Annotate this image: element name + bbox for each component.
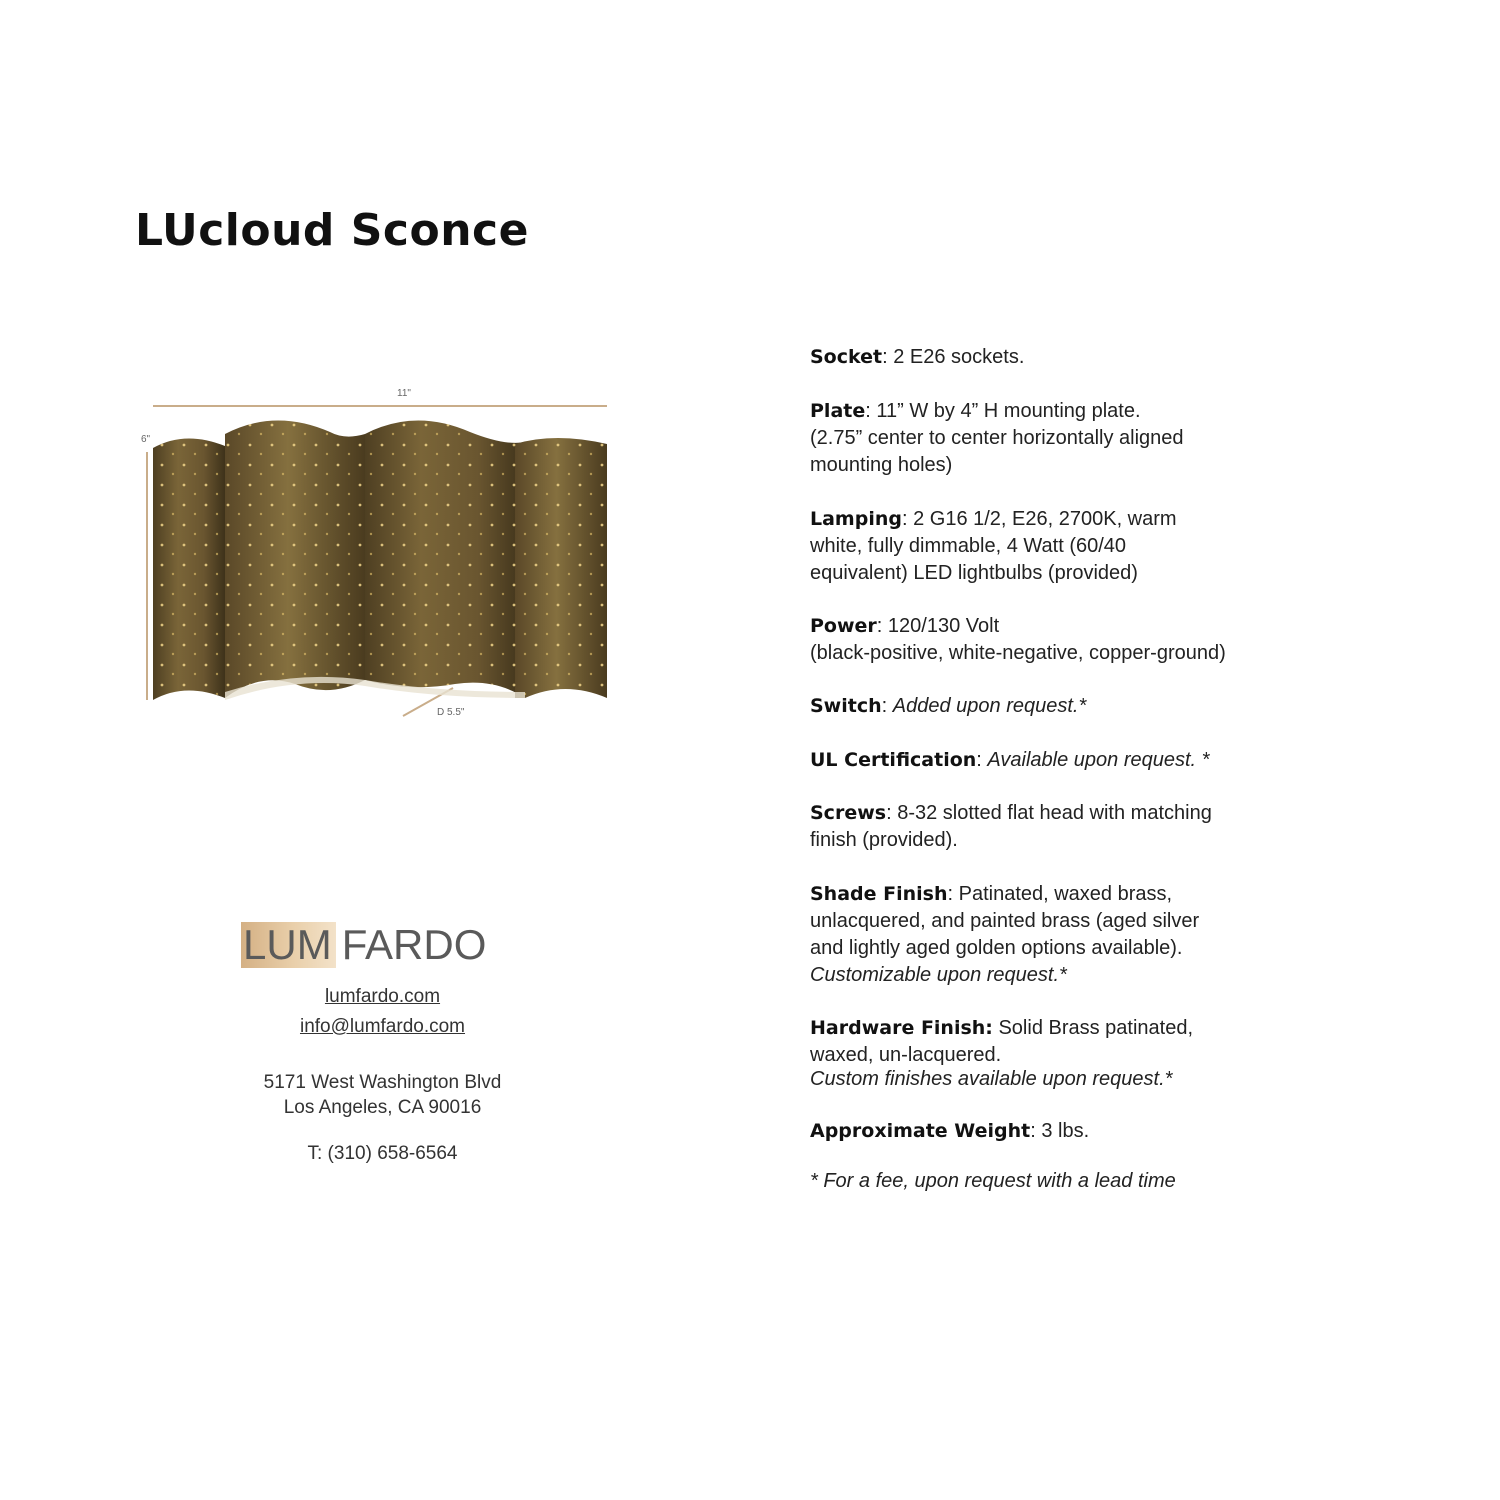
logo-fardo: FARDO	[341, 921, 487, 968]
product-image	[135, 380, 615, 720]
email-link[interactable]	[230, 1016, 535, 1038]
spec-lamping-line2: white, fully dimmable, 4 Watt (60/40	[810, 535, 1127, 557]
spec-hardware-finish	[810, 1015, 1270, 1093]
spec-socket-label: Socket	[810, 346, 883, 368]
height-dimension-label: 6"	[141, 434, 151, 445]
spec-power-value: : 120/130 Volt	[876, 615, 1000, 637]
spec-ul-label: UL Certification	[810, 749, 977, 771]
spec-shade-line4: Customizable upon request.*	[810, 964, 1067, 986]
spec-plate-line2: (2.75” center to center horizontally aligned	[810, 427, 1184, 449]
spec-hardware-label: Hardware Finish:	[810, 1017, 993, 1039]
spec-switch-label: Switch	[810, 695, 882, 717]
spec-screws-line2: finish (provided).	[810, 829, 958, 851]
spec-ul-sep: :	[976, 749, 988, 771]
width-dimension-label: 11"	[397, 388, 411, 399]
spec-lamping-label: Lamping	[810, 508, 902, 530]
spec-ul-value: Available upon request. *	[987, 749, 1210, 771]
spec-shade-finish	[810, 881, 1270, 989]
spec-shade-line2: unlacquered, and painted brass (aged silver	[810, 910, 1200, 932]
spec-ul-certification	[810, 747, 1270, 774]
spec-shade-value: : Patinated, waxed brass,	[947, 883, 1173, 905]
phone-number: T: (310) 658-6564	[307, 1143, 458, 1164]
spec-hardware-line3: Custom finishes available upon request.*	[810, 1068, 1173, 1090]
spec-socket-value: : 2 E26 sockets.	[882, 346, 1025, 368]
spec-shade-line3: and lightly aged golden options available).	[810, 937, 1183, 959]
depth-dimension-label: D 5.5"	[437, 707, 465, 718]
spec-screws	[810, 800, 1270, 854]
spec-lamping-value: : 2 G16 1/2, E26, 2700K, warm	[901, 508, 1177, 530]
spec-screws-value: : 8-32 slotted flat head with matching	[886, 802, 1212, 824]
spec-screws-label: Screws	[810, 802, 887, 824]
perforations	[153, 420, 607, 700]
spec-socket	[810, 344, 1270, 371]
address-line-1: 5171 West Washington Blvd	[263, 1072, 502, 1093]
page-title: LUcloud Sconce	[135, 205, 529, 256]
spec-plate-line3: mounting holes)	[810, 454, 953, 476]
lumfardo-logo	[241, 922, 486, 968]
footnote: * For a fee, upon request with a lead time	[810, 1170, 1176, 1192]
spec-weight-value: : 3 lbs.	[1030, 1120, 1090, 1142]
spec-hardware-value: Solid Brass patinated,	[992, 1017, 1194, 1039]
spec-weight	[810, 1118, 1270, 1145]
spec-lamping-line3: equivalent) LED lightbulbs (provided)	[810, 562, 1138, 584]
spec-plate-label: Plate	[810, 400, 866, 422]
spec-plate-value: : 11” W by 4” H mounting plate.	[865, 400, 1141, 422]
email-link-text[interactable]: info@lumfardo.com	[299, 1016, 466, 1037]
spec-lamping	[810, 506, 1270, 587]
spec-switch	[810, 693, 1270, 720]
spec-hardware-line2: waxed, un-lacquered.	[810, 1044, 1002, 1066]
sconce-illustration	[135, 380, 615, 720]
address-line-2: Los Angeles, CA 90016	[283, 1097, 482, 1118]
spec-switch-value: Added upon request.*	[892, 695, 1087, 717]
spec-power-line2: (black-positive, white-negative, copper-ground)	[810, 642, 1226, 664]
spec-weight-label: Approximate Weight	[810, 1120, 1031, 1142]
spec-power	[810, 613, 1270, 667]
spec-shade-label: Shade Finish	[810, 883, 948, 905]
spec-switch-sep: :	[881, 695, 893, 717]
spec-plate	[810, 398, 1270, 479]
website-link[interactable]	[230, 986, 535, 1008]
spec-power-label: Power	[810, 615, 877, 637]
logo-lum: LUM	[241, 922, 336, 968]
website-link-text[interactable]: lumfardo.com	[324, 986, 441, 1007]
